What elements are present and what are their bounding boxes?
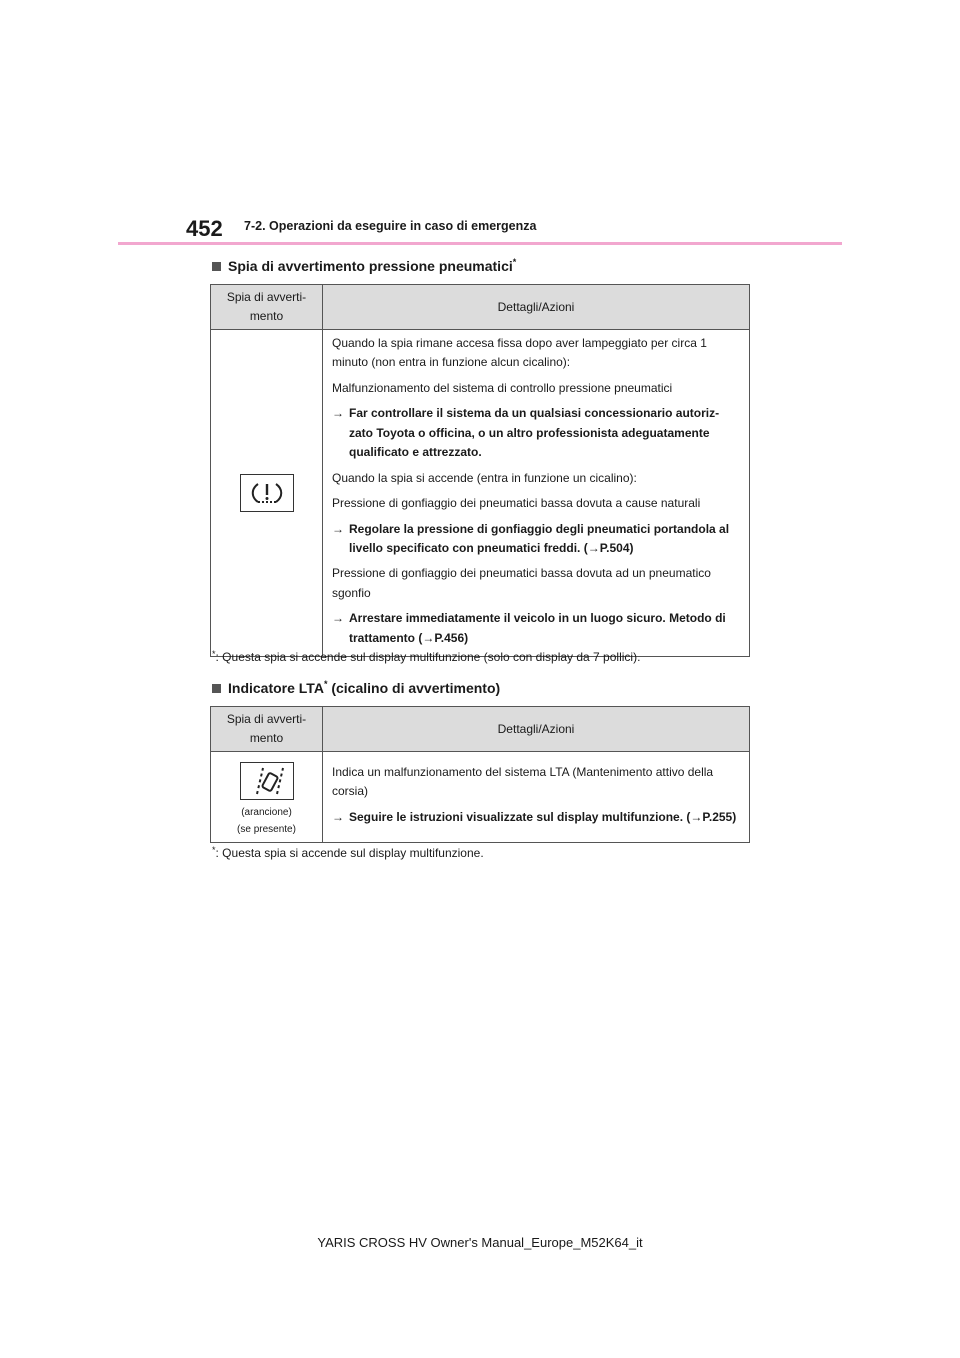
footnote-text: : Questa spia si accende sul display multifunzione (solo con display da 7 pollici). [215, 650, 641, 664]
icon-caption-color: (arancione) [241, 807, 292, 818]
arrow-right-icon: → [332, 521, 344, 536]
condition-text: Quando la spia si accende (entra in funzione un cicalino): [332, 470, 637, 485]
heading-text-suffix: (cicalino di avvertimento) [327, 680, 501, 696]
footnote [212, 846, 484, 860]
footnote [212, 650, 640, 664]
warning-light-cell [211, 752, 323, 843]
cause-text: Pressione di gonfiaggio dei pneumatici bassa dovuta a cause naturali [332, 496, 701, 511]
heading-text: Indicatore LTA [228, 680, 324, 696]
table-row [211, 330, 750, 657]
footnote-text: : Questa spia si accende sul display multifunzione. [215, 846, 484, 860]
arrow-right-icon: → [332, 809, 344, 824]
action-text: Regolare la pressione di gonfiaggio degli pneumatici portandola al livello specificato con pneumatici freddi. (→P.504) [349, 521, 730, 555]
tire-pressure-table [210, 284, 750, 657]
action-item [332, 808, 741, 827]
table-header-row [211, 707, 750, 752]
tire-pressure-warning-icon [240, 474, 294, 512]
action-item [332, 404, 741, 462]
footnote-mark: * [212, 649, 216, 659]
arrow-right-icon: → [332, 406, 344, 421]
action-item [332, 520, 741, 559]
square-bullet-icon [212, 684, 221, 693]
warning-light-cell [211, 330, 323, 657]
footnote-mark: * [212, 845, 216, 855]
condition-text: Quando la spia rimane accesa fissa dopo aver lampeggiato per circa 1 minuto (non entra in funzione alcun cicalino): [332, 336, 707, 370]
heading-text: Spia di avvertimento pressione pneumatici [228, 258, 513, 274]
lta-indicator-table [210, 706, 750, 843]
column-header-details: Dettagli/Azioni [323, 707, 750, 752]
icon-caption-availability: (se presente) [237, 824, 296, 835]
table-header-row [211, 285, 750, 330]
header-divider [118, 242, 842, 245]
page-footer: YARIS CROSS HV Owner's Manual_Europe_M52K64_it [317, 1235, 643, 1250]
details-cell [323, 330, 750, 657]
condition-text: Indica un malfunzionamento del sistema LTA (Mantenimento attivo della corsia) [332, 764, 714, 799]
column-header-warning-light: Spia di avverti-mento [211, 707, 323, 752]
action-text: Arrestare immediatamente il veicolo in un luogo sicuro. Metodo di trattamento (→P.456) [349, 611, 726, 645]
arrow-right-icon: → [332, 611, 344, 626]
action-text: Seguire le istruzioni visualizzate sul display multifunzione. (→P.255) [349, 809, 737, 824]
lta-lane-warning-icon [240, 762, 294, 800]
action-item [332, 609, 741, 648]
footnote-mark: * [512, 257, 517, 267]
cause-text: Malfunzionamento del sistema di controllo pressione pneumatici [332, 380, 673, 395]
section-title: 7-2. Operazioni da eseguire in caso di emergenza [244, 219, 537, 233]
table-row [211, 752, 750, 843]
tire-pressure-heading [212, 258, 516, 274]
cause-text: Pressione di gonfiaggio dei pneumatici bassa dovuta ad un pneumatico sgonfio [332, 566, 711, 600]
details-cell [323, 752, 750, 843]
footnote-mark: * [323, 679, 328, 689]
page-number: 452 [186, 216, 223, 241]
square-bullet-icon [212, 262, 221, 271]
column-header-warning-light: Spia di avverti-mento [211, 285, 323, 330]
column-header-details: Dettagli/Azioni [323, 285, 750, 330]
lta-indicator-heading [212, 680, 500, 696]
action-text: Far controllare il sistema da un qualsiasi concessionario autoriz-zato Toyota o officina, o un altro professionista adeguatamente qualificato e attrezzato. [349, 406, 720, 460]
